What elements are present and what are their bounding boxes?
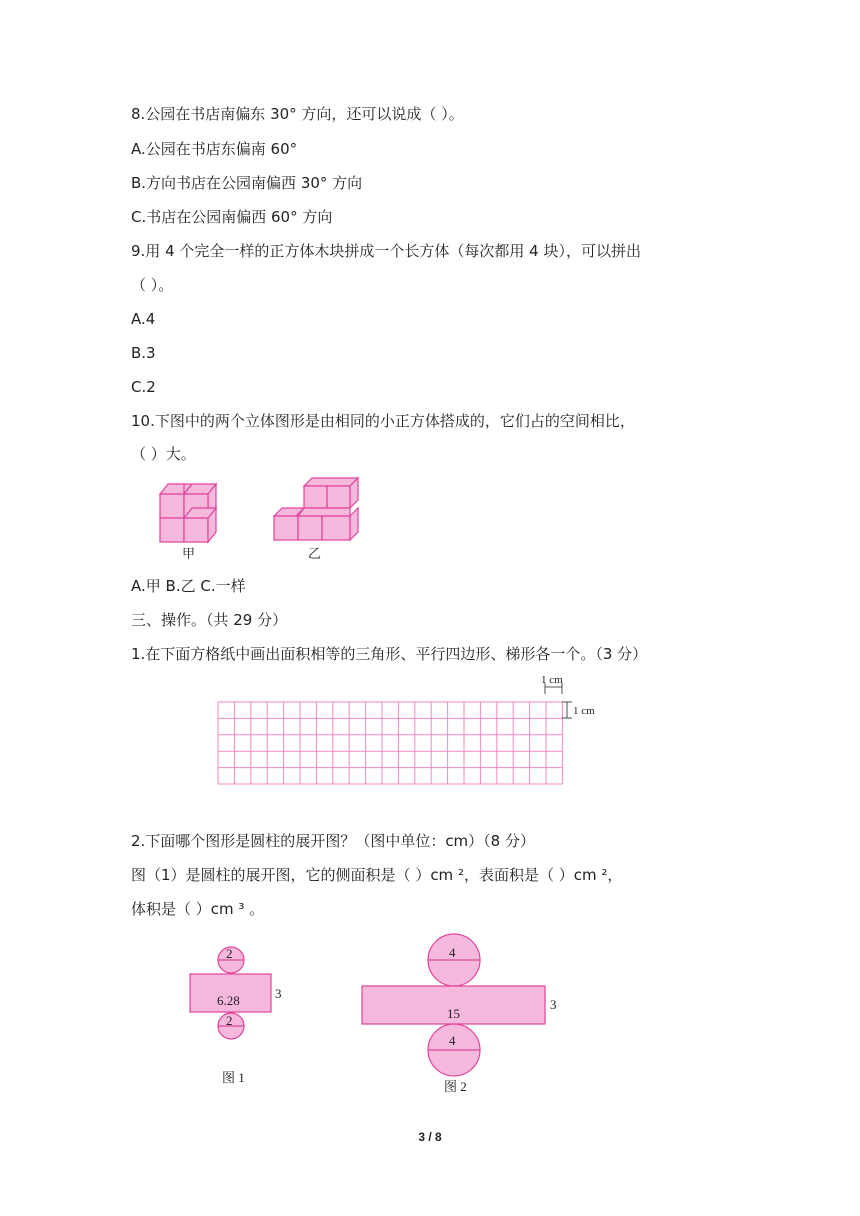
fig1-rect-height: 3 bbox=[275, 986, 282, 1001]
fig1-caption: 图 1 bbox=[222, 1070, 245, 1085]
fig2-bottom-diameter: 4 bbox=[449, 1033, 456, 1048]
q10-stem-cont: （ ）大。 bbox=[131, 445, 196, 463]
unit-label-horizontal: 1 cm bbox=[541, 674, 563, 686]
grid-paper bbox=[216, 674, 616, 786]
fig1-bottom-diameter: 2 bbox=[226, 1013, 233, 1028]
cube-figure-jia bbox=[160, 476, 230, 566]
fig2-top-diameter: 4 bbox=[449, 945, 456, 960]
op2-stem: 2.下面哪个图形是圆柱的展开图？（图中单位：cm）（8 分） bbox=[131, 832, 535, 850]
fig2-rect-height: 3 bbox=[550, 997, 557, 1012]
q9-option-a: A.4 bbox=[131, 310, 156, 328]
op2-line3: 体积是（ ）cm ³ 。 bbox=[131, 900, 265, 918]
unit-label-vertical: 1 cm bbox=[573, 705, 595, 717]
label-jia: 甲 bbox=[182, 547, 196, 562]
q9-option-b: B.3 bbox=[131, 344, 156, 362]
op1-stem: 1.在下面方格纸中画出面积相等的三角形、平行四边形、梯形各一个。（3 分） bbox=[131, 645, 648, 663]
q8-option-b: B.方向书店在公园南偏西 30° 方向 bbox=[131, 174, 363, 192]
cylinder-net-figure-1 bbox=[186, 940, 306, 1090]
page-number: 3 / 8 bbox=[418, 1130, 442, 1144]
cube-figure-yi bbox=[274, 476, 364, 566]
q9-stem: 9.用 4 个完全一样的正方体木块拼成一个长方体（每次都用 4 块），可以拼出 bbox=[131, 242, 641, 260]
label-yi: 乙 bbox=[308, 547, 322, 562]
q9-option-c: C.2 bbox=[131, 378, 156, 396]
fig2-caption: 图 2 bbox=[444, 1079, 467, 1094]
q8-option-a: A.公园在书店东偏南 60° bbox=[131, 140, 298, 158]
fig1-rect-width: 6.28 bbox=[217, 993, 240, 1008]
cylinder-net-figure-2 bbox=[360, 932, 570, 1102]
q8-stem: 8.公园在书店南偏东 30° 方向，还可以说成（ ）。 bbox=[131, 105, 464, 123]
q10-stem: 10.下图中的两个立体图形是由相同的小正方体搭成的，它们占的空间相比， bbox=[131, 412, 635, 430]
fig1-top-diameter: 2 bbox=[226, 946, 233, 961]
q9-stem-cont: （ ）。 bbox=[131, 276, 174, 294]
section-3-title: 三、操作。（共 29 分） bbox=[131, 611, 288, 629]
op2-line2: 图（1）是圆柱的展开图，它的侧面积是（ ）cm ²，表面积是（ ）cm ²， bbox=[131, 866, 623, 884]
q10-options: A.甲 B.乙 C.一样 bbox=[131, 577, 246, 595]
fig2-rect-width: 15 bbox=[447, 1006, 460, 1021]
q8-option-c: C.书店在公园南偏西 60° 方向 bbox=[131, 208, 333, 226]
